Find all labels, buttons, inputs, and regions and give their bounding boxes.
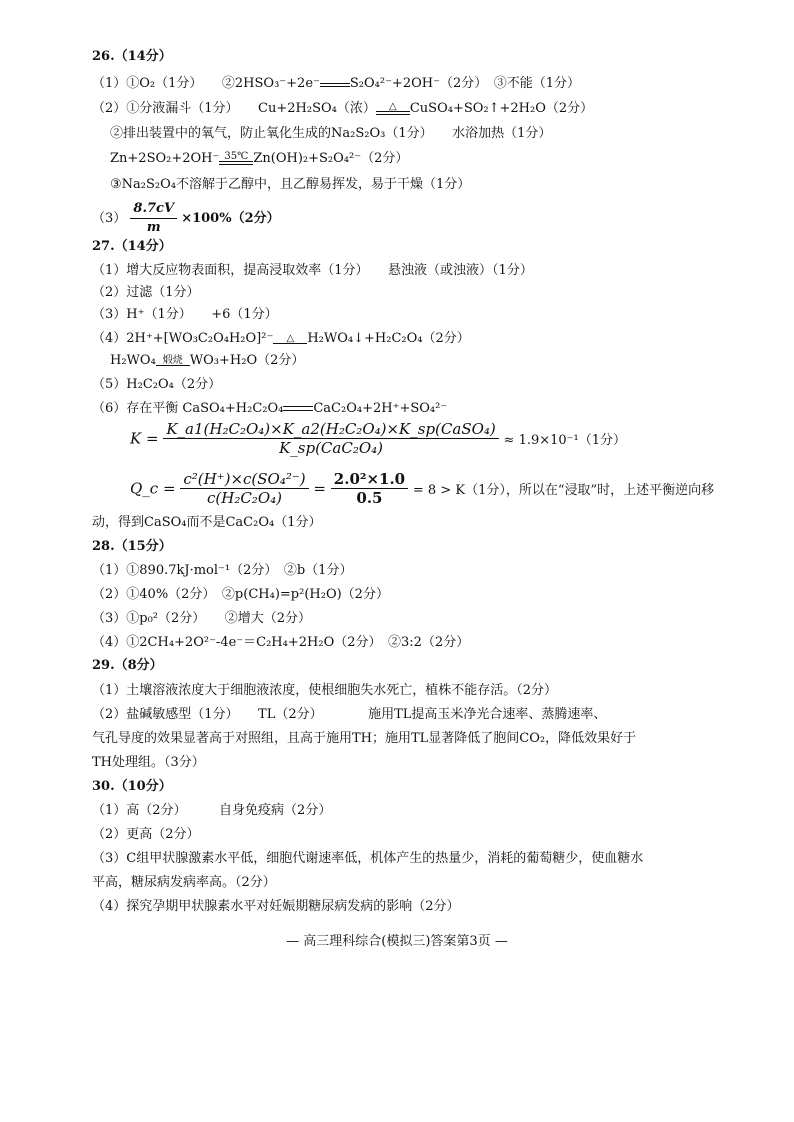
reaction-condition-heat: △ bbox=[286, 332, 295, 344]
q29-header: 29.（8分） bbox=[92, 658, 163, 673]
q26-line-1 bbox=[92, 75, 580, 93]
q27-line-5 bbox=[110, 352, 304, 370]
q26-line-2-part-b: CuSO₄+SO₂↑+2H₂O（2分） bbox=[409, 101, 594, 116]
reaction-condition-arrow bbox=[219, 152, 253, 165]
q27-line-7 bbox=[92, 400, 447, 418]
qc-denominator: c(H₂C₂O₄) bbox=[206, 489, 282, 507]
q27-line-2: （2）过滤（1分） bbox=[92, 285, 200, 300]
q28-line-1: （1）①890.7kJ·mol⁻¹（2分） ②b（1分） bbox=[92, 563, 353, 578]
q26-line-4 bbox=[110, 150, 408, 168]
q27-line-5-part-b: WO₃+H₂O（2分） bbox=[189, 353, 305, 368]
q26-line-3: ②排出装置中的氧气，防止氧化生成的Na₂S₂O₃（1分） 水浴加热（1分） bbox=[110, 126, 552, 141]
q26-line-1-part-a: （1）①O₂（1分） ②2HSO₃⁻+2e⁻ bbox=[92, 76, 320, 91]
q30-line-1: （1）高（2分） 自身免疫病（2分） bbox=[92, 803, 332, 818]
q29-line-1: （1）土壤溶液浓度大于细胞液浓度，使根细胞失水死亡，植株不能存活。（2分） bbox=[92, 683, 558, 698]
q30-line-3: （3）C组甲状腺激素水平低，细胞代谢速率低，机体产生的热量少，消耗的葡萄糖少，使血糖水 bbox=[92, 851, 644, 866]
qc-value-denominator: 0.5 bbox=[356, 489, 383, 507]
q27-line-7-part-b: CaC₂O₄+2H⁺+SO₄²⁻ bbox=[313, 401, 448, 416]
q27-line-6: （5）H₂C₂O₄（2分） bbox=[92, 377, 222, 392]
qc-value-fraction bbox=[331, 470, 408, 507]
q27-header: 27.（14分） bbox=[92, 239, 172, 254]
q26-line-6 bbox=[92, 200, 280, 237]
q28-line-3: （3）①p₀²（2分） ②增大（2分） bbox=[92, 611, 312, 626]
reversible-arrow bbox=[283, 404, 313, 413]
q26-header: 26.（14分） bbox=[92, 49, 172, 64]
qc-fraction bbox=[180, 470, 308, 507]
q27-line-5-part-a: H₂WO₄ bbox=[110, 353, 156, 368]
q26-line-4-part-b: Zn(OH)₂+S₂O₄²⁻（2分） bbox=[253, 151, 409, 166]
equals-double-arrow bbox=[320, 81, 350, 87]
q27-line-8: 动，得到CaSO₄而不是CaC₂O₄（1分） bbox=[92, 515, 322, 530]
q30-line-4: 平高，糖尿病发病率高。（2分） bbox=[92, 875, 276, 890]
q26-line-1-part-b: S₂O₄²⁻+2OH⁻（2分） ③不能（1分） bbox=[349, 76, 580, 91]
yield-fraction bbox=[130, 200, 177, 237]
fraction-numerator: 8.7cV bbox=[130, 200, 177, 219]
k-lhs: K = bbox=[130, 429, 159, 448]
qc-lhs: Q_c = bbox=[130, 479, 176, 498]
q27-line-4-part-b: H₂WO₄↓+H₂C₂O₄（2分） bbox=[307, 331, 470, 346]
k-expression bbox=[130, 420, 626, 457]
q27-line-4 bbox=[92, 330, 470, 348]
q29-line-2: （2）盐碱敏感型（1分） TL（2分） 施用TL提高玉米净光合速率、蒸腾速率、 bbox=[92, 707, 607, 722]
q28-header: 28.（15分） bbox=[92, 539, 172, 554]
q30-line-2: （2）更高（2分） bbox=[92, 827, 200, 842]
q26-line-6-suffix: ×100%（2分） bbox=[181, 211, 280, 226]
q27-line-3: （3）H⁺（1分） +6（1分） bbox=[92, 307, 278, 322]
qc-expression bbox=[130, 470, 714, 507]
q26-line-2-part-a: （2）①分液漏斗（1分） Cu+2H₂SO₄（浓） bbox=[92, 101, 376, 116]
q30-line-5: （4）探究孕期甲状腺素水平对妊娠期糖尿病发病的影响（2分） bbox=[92, 899, 460, 914]
q27-line-1: （1）增大反应物表面积，提高浸取效率（1分） 悬浊液（或浊液）（1分） bbox=[92, 263, 533, 278]
reaction-condition-arrow bbox=[273, 334, 307, 344]
page-footer: — 高三理科综合(模拟三)答案第3页 — bbox=[286, 934, 508, 949]
q29-line-4: TH处理组。（3分） bbox=[92, 755, 205, 770]
reaction-condition-calcine: 煅烧 bbox=[162, 354, 183, 366]
reaction-condition-arrow bbox=[156, 356, 190, 366]
k-rhs: ≈ 1.9×10⁻¹（1分） bbox=[503, 433, 627, 448]
q26-line-4-part-a: Zn+2SO₂+2OH⁻ bbox=[110, 151, 220, 166]
reaction-condition-heat: △ bbox=[389, 101, 397, 112]
k-numerator: K_a1(H₂C₂O₄)×K_a2(H₂C₂O₄)×K_sp(CaSO₄) bbox=[163, 420, 498, 439]
k-denominator: K_sp(CaC₂O₄) bbox=[279, 439, 384, 457]
qc-value-numerator: 2.0²×1.0 bbox=[331, 470, 408, 489]
q26-line-6-prefix: （3） bbox=[92, 211, 127, 226]
reaction-condition-temp: 35℃ bbox=[224, 151, 249, 162]
q28-line-2: （2）①40%（2分） ②p(CH₄)=p²(H₂O)（2分） bbox=[92, 587, 389, 602]
qc-numerator: c²(H⁺)×c(SO₄²⁻) bbox=[180, 470, 308, 489]
qc-rhs: = 8 > K（1分），所以在“浸取”时，上述平衡逆向移 bbox=[412, 483, 715, 498]
q27-line-4-part-a: （4）2H⁺+[WO₃C₂O₄H₂O]²⁻ bbox=[92, 331, 274, 346]
q28-line-4: （4）①2CH₄+2O²⁻-4e⁻＝C₂H₄+2H₂O（2分） ②3:2（2分） bbox=[92, 635, 470, 650]
q26-line-5: ③Na₂S₂O₄不溶解于乙醇中，且乙醇易挥发，易于干燥（1分） bbox=[110, 177, 471, 192]
reaction-condition-arrow bbox=[376, 102, 410, 115]
q27-line-7-part-a: （6）存在平衡 CaSO₄+H₂C₂O₄ bbox=[92, 401, 284, 416]
q26-line-2 bbox=[92, 100, 593, 118]
q30-header: 30.（10分） bbox=[92, 779, 172, 794]
q29-line-3: 气孔导度的效果显著高于对照组，且高于施用TH；施用TL显著降低了胞间CO₂，降低效果好于 bbox=[92, 731, 637, 746]
k-fraction bbox=[163, 420, 498, 457]
qc-equals: = bbox=[313, 479, 326, 498]
fraction-denominator: m bbox=[146, 220, 161, 235]
